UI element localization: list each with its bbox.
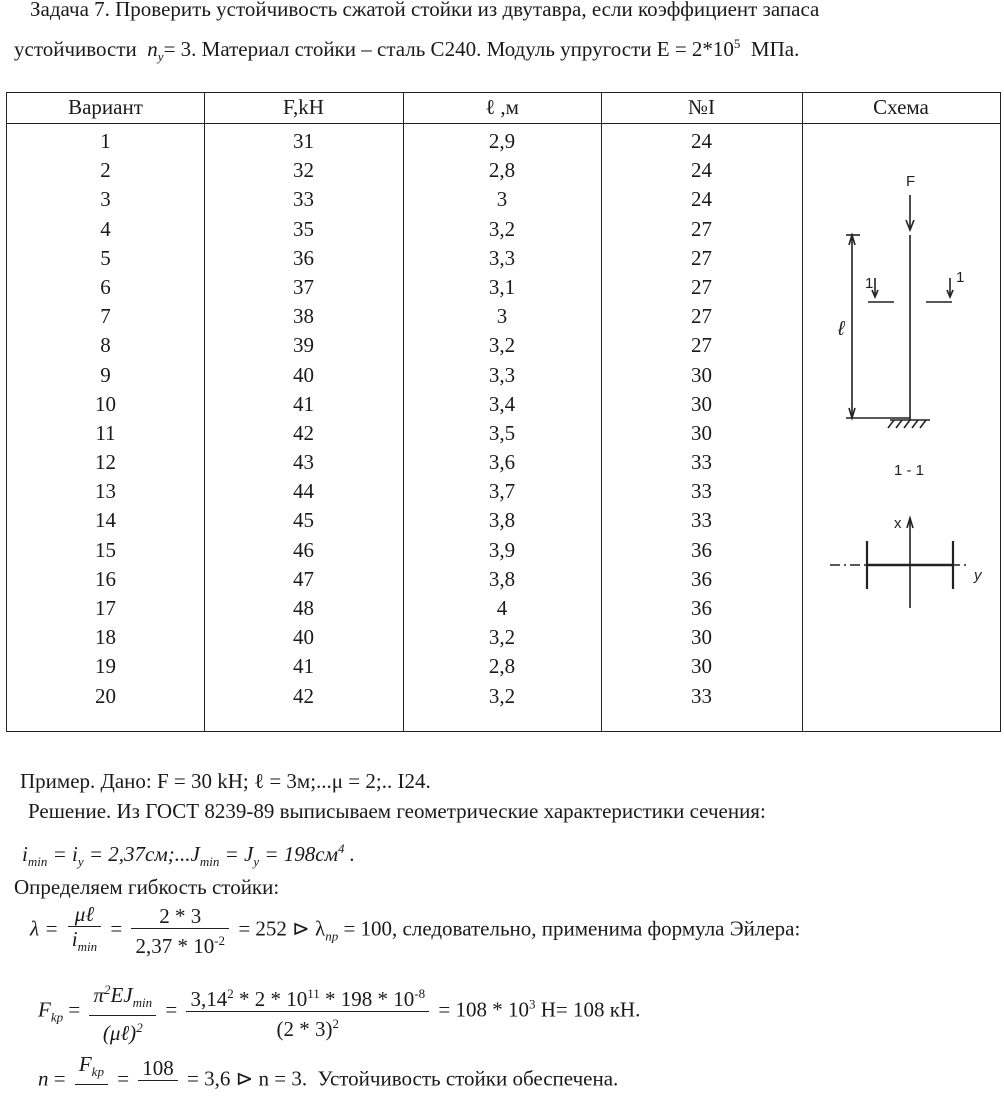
table-cell: 33	[691, 479, 712, 504]
scheme-force-label: F	[906, 173, 916, 190]
table-cell: 24	[691, 158, 712, 183]
table-cell: 2,9	[488, 129, 516, 153]
table-cell: 24	[691, 129, 712, 153]
critical-force-formula: $F_{kp}$ = $\frac{\pi^2EJ_{min}}{(\mu\ell)^2}$ = $\frac{3,14^2 * 2 * 10^{11} * 198 * 10^{-8}}{(2 * 3)^2}$ = $108 * 10^3$ Н= 108 кН.	[38, 978, 640, 1045]
table-cell: 32	[293, 158, 314, 183]
table-cell: 33	[691, 683, 712, 708]
table-cell: 2,8	[488, 654, 516, 679]
example-given: Пример. Дано: F = 30 kH; ℓ = 3м;...μ = 2;.. I24.	[20, 769, 431, 793]
table-cell: 4	[100, 216, 111, 241]
table-cell: 36	[691, 566, 712, 591]
table-cell: 38	[293, 304, 314, 329]
table-cell: 3,2	[488, 683, 516, 708]
table-cell: 2	[100, 158, 111, 183]
lambda-formula: λ = $\frac{\text{μℓ}}{i_{min}}$ = $\frac{2 * 3}{2,37 * 10^{-2}}$ = 252 ⊳ $\lambda_{пр} = 100$, следовательно, применима формула Эйлера:	[30, 902, 801, 958]
column-scheme-diagram	[820, 160, 1000, 620]
table-cell: 10	[95, 391, 116, 416]
table-cell: 14	[95, 508, 116, 533]
scheme-axis-x: x	[894, 515, 902, 532]
table-cell: 27	[691, 245, 712, 270]
table-cell: 41	[293, 654, 314, 679]
geometry-values: $i_{min} = i_y$ = $2,37см;...J_{min} = J_y = 198см^4$ .	[22, 841, 356, 870]
table-cell: 20	[95, 683, 116, 708]
column-force	[204, 127, 403, 711]
table-cell: 8	[100, 333, 111, 358]
table-cell: 3	[496, 304, 508, 329]
table-cell: 42	[293, 683, 314, 708]
table-cell: 36	[691, 537, 712, 562]
table-cell: 2,8	[488, 158, 516, 183]
table-cell: 17	[95, 596, 116, 620]
table-cell: 3,6	[488, 450, 516, 475]
table-cell: 27	[691, 333, 712, 358]
example-solution: Решение. Из ГОСТ 8239-89 выписываем геометрические характеристики сечения:	[28, 799, 766, 823]
table-cell: 3,4	[488, 391, 516, 416]
table-cell: 27	[691, 216, 712, 241]
column-length	[403, 127, 601, 711]
scheme-cut-label-left: 1	[865, 275, 874, 292]
column-variant	[7, 127, 204, 711]
table-cell: 3	[496, 187, 508, 212]
task-line-2: устойчивости $n_y= 3$. Материал стойки – сталь С240. Модуль упругости $Е = 2*10^5$ МПа.	[14, 36, 800, 65]
table-cell: 45	[293, 508, 314, 533]
table-cell: 6	[100, 274, 111, 299]
table-cell: 18	[95, 625, 116, 650]
stability-check-formula: n = $F_{kp}$ = 108 = 3,6 ⊳ n = 3. Устойчивость стойки обеспечена.	[38, 1052, 619, 1091]
header-force: F,kH	[283, 95, 324, 119]
table-cell: 3,2	[488, 333, 516, 358]
table-cell: 24	[691, 187, 712, 212]
table-cell: 3,5	[488, 420, 516, 445]
table-cell: 37	[293, 274, 314, 299]
table-cell: 3,3	[488, 362, 516, 387]
table-cell: 7	[100, 304, 111, 329]
table-cell: 19	[95, 654, 116, 679]
table-cell: 40	[293, 362, 314, 387]
table-cell: 46	[293, 537, 314, 562]
table-cell: 13	[95, 479, 116, 504]
table-cell: 27	[691, 274, 712, 299]
table-cell: 48	[293, 596, 314, 620]
table-cell: 3,2	[488, 216, 516, 241]
table-cell: 15	[95, 537, 116, 562]
table-cell: 42	[293, 420, 314, 445]
table-cell: 33	[691, 508, 712, 533]
scheme-section-label: 1 - 1	[894, 462, 925, 479]
header-length: ℓ ,м	[485, 95, 519, 119]
table-cell: 12	[95, 450, 116, 475]
table-cell: 33	[293, 187, 314, 212]
table-cell: 3,9	[488, 537, 516, 562]
header-variant: Вариант	[68, 95, 143, 119]
table-cell: 47	[293, 566, 314, 591]
table-cell: 3,1	[488, 274, 516, 299]
table-cell: 30	[691, 654, 712, 679]
table-cell: 35	[293, 216, 314, 241]
table-cell: 39	[293, 333, 314, 358]
table-cell: 3	[100, 187, 111, 212]
table-cell: 11	[95, 420, 116, 445]
table-cell: 3,3	[488, 245, 516, 270]
table-cell: 44	[293, 479, 314, 504]
table-cell: 3,8	[488, 508, 516, 533]
table-cell: 30	[691, 391, 712, 416]
table-cell: 9	[100, 362, 111, 387]
table-cell: 4	[496, 596, 508, 620]
table-cell: 30	[691, 362, 712, 387]
table-cell: 3,7	[488, 479, 516, 504]
flexibility-heading: Определяем гибкость стойки:	[14, 875, 280, 899]
table-cell: 41	[293, 391, 314, 416]
table-cell: 3,2	[488, 625, 516, 650]
table-cell: 30	[691, 625, 712, 650]
scheme-axis-y: y	[974, 567, 982, 584]
table-cell: 31	[293, 129, 314, 153]
table-cell: 36	[691, 596, 712, 620]
header-ibeam: №I	[687, 95, 716, 119]
scheme-cut-label-right: 1	[956, 269, 965, 286]
table-cell: 16	[95, 566, 116, 591]
table-cell: 3,8	[488, 566, 516, 591]
scheme-length-label: ℓ	[838, 318, 845, 340]
table-cell: 33	[691, 450, 712, 475]
table-cell: 27	[691, 304, 712, 329]
table-cell: 40	[293, 625, 314, 650]
header-scheme: Схема	[873, 95, 929, 119]
task-line-1: Задача 7. Проверить устойчивость сжатой стойки из двутавра, если коэффициент запаса	[30, 0, 820, 21]
table-cell: 36	[293, 245, 314, 270]
table-cell: 5	[100, 245, 111, 270]
table-cell: 30	[691, 420, 712, 445]
column-ibeam	[601, 127, 802, 711]
table-cell: 43	[293, 450, 314, 475]
table-cell: 1	[100, 129, 111, 153]
